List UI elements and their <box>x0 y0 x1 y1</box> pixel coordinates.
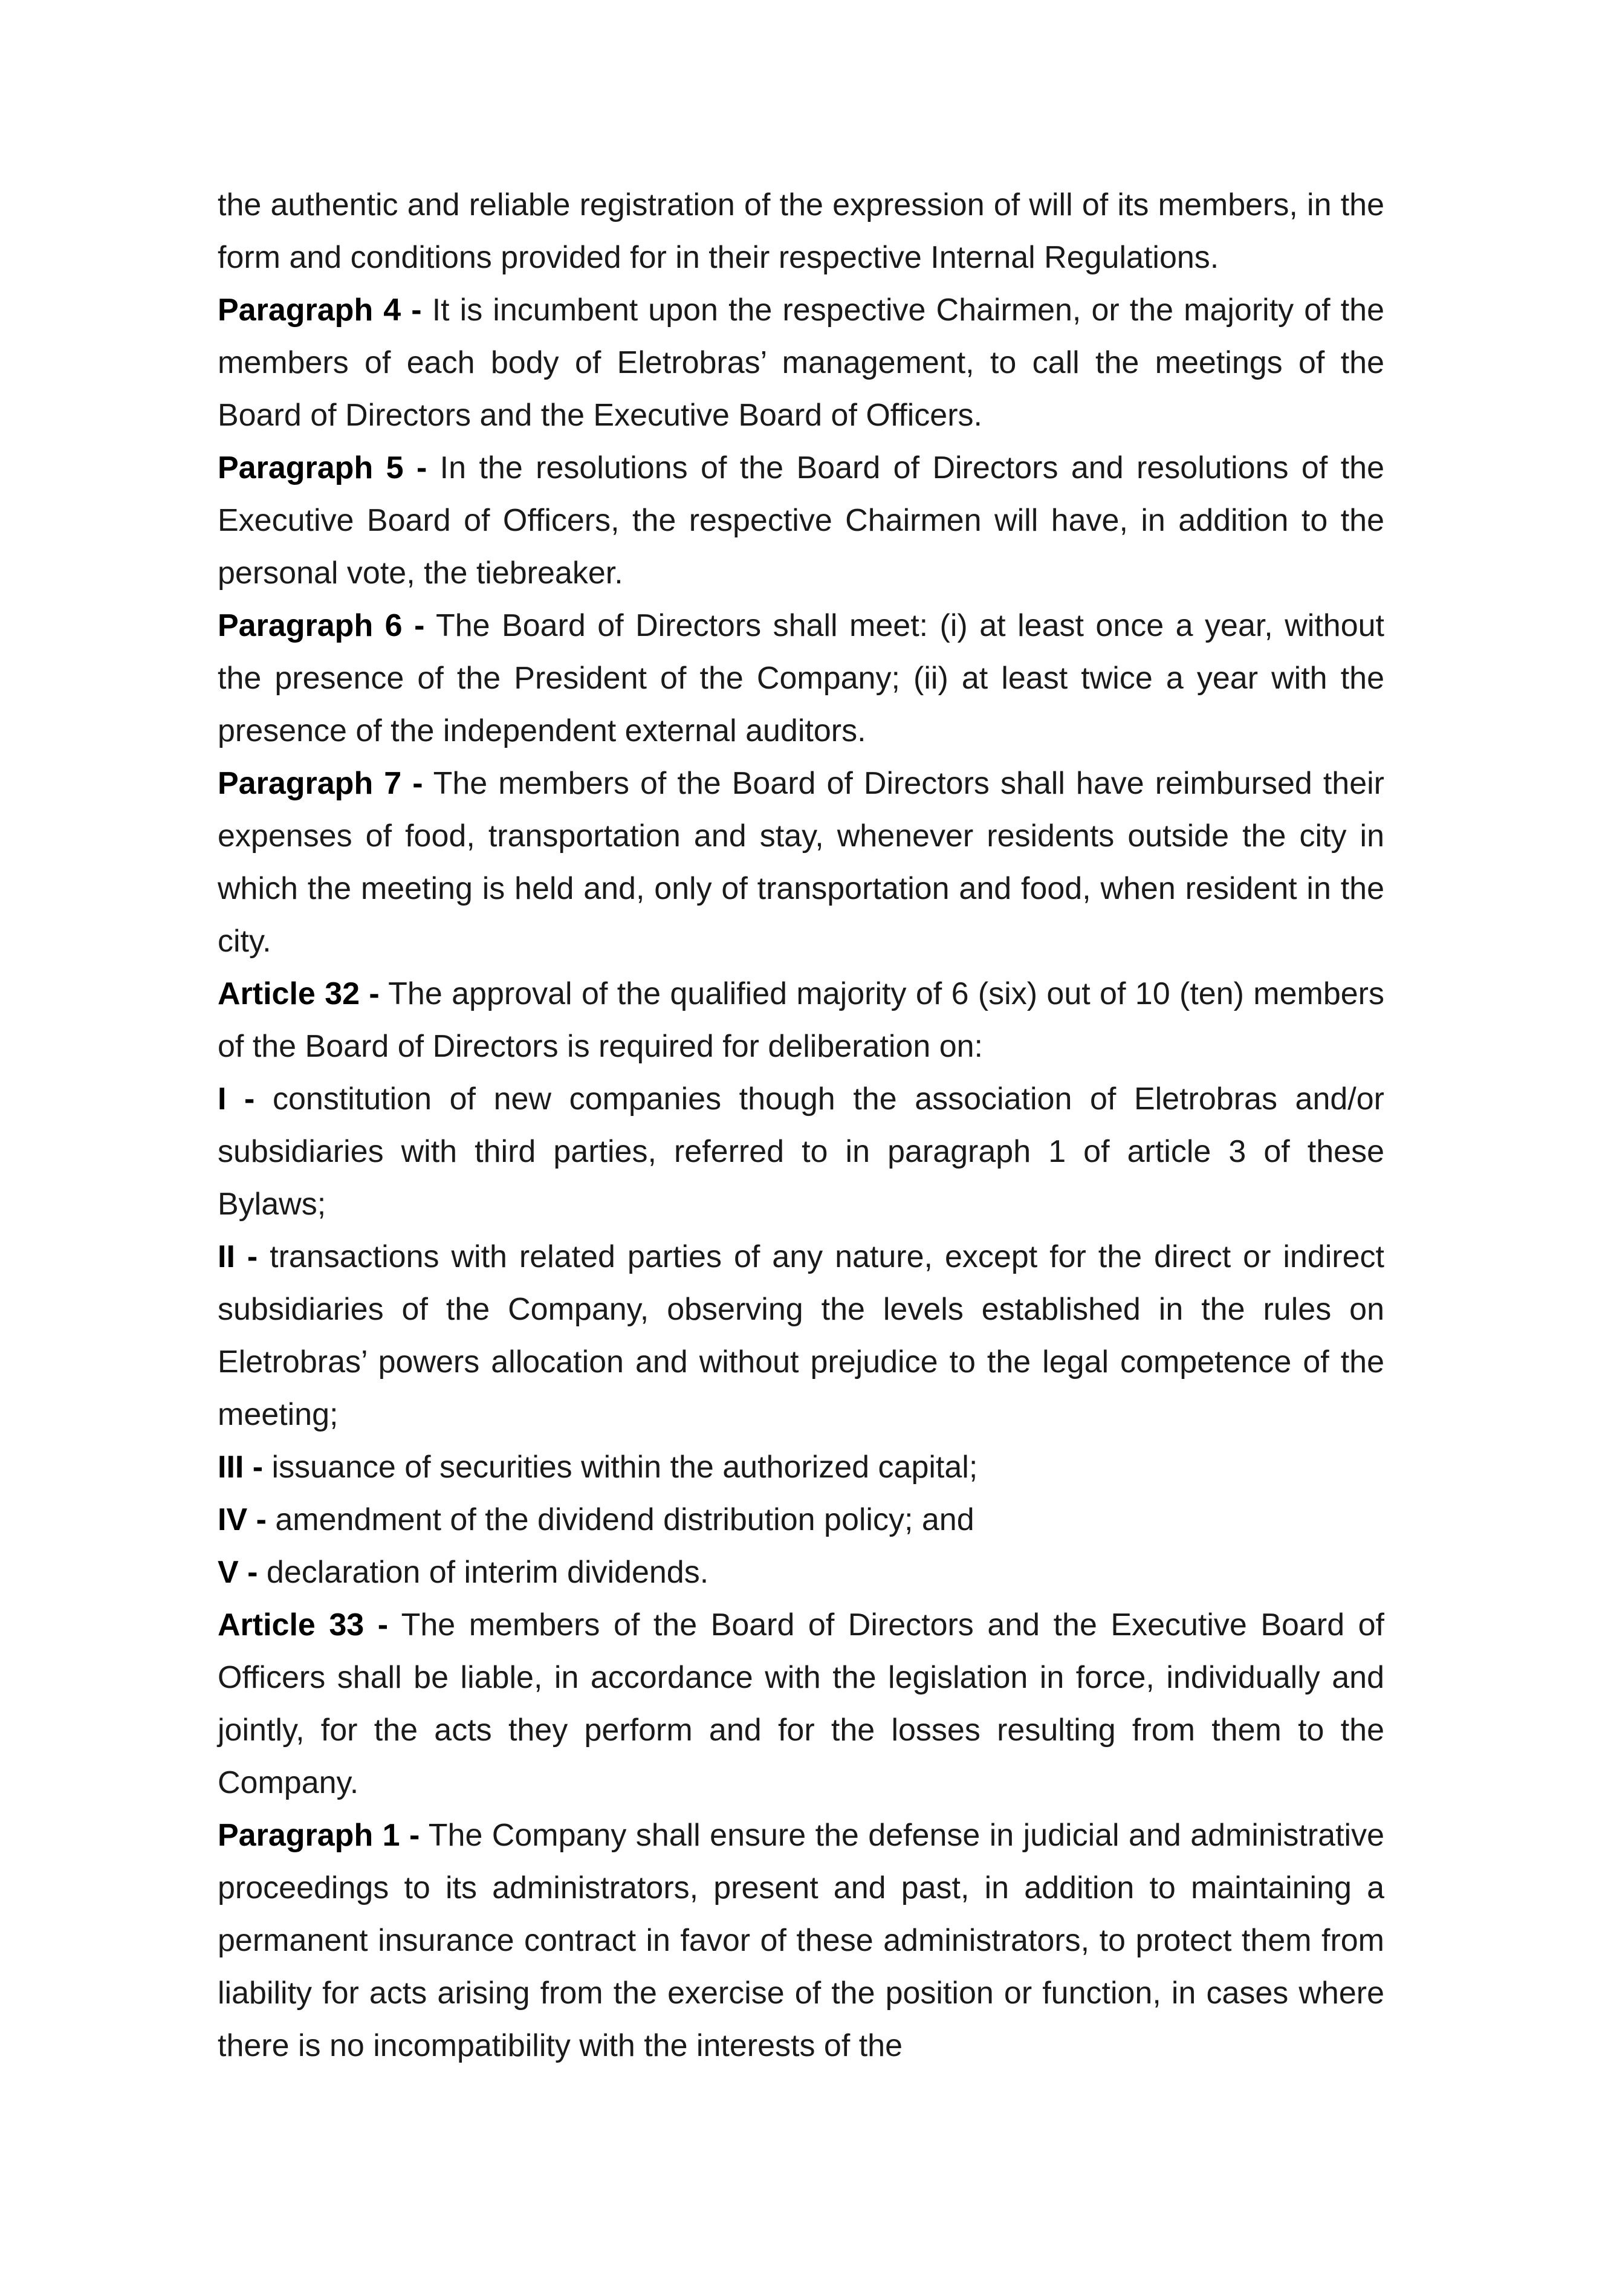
paragraph-text: The Company shall ensure the defense in judicial and administrative proceedings to its administrators, present and past, in addition to maintaining a permanent insurance contract in favor of these administrators, to protect them from liability for acts arising from the exercise of the position or function, in cases where there is no incompatibility with the interests of the <box>218 1818 1384 2063</box>
item-v <box>218 1546 1384 1599</box>
item-iii <box>218 1441 1384 1494</box>
paragraph-continuation <box>218 179 1384 284</box>
paragraph-6 <box>218 600 1384 757</box>
item-label: IV - <box>218 1502 267 1537</box>
item-label: I - <box>218 1082 255 1117</box>
item-ii <box>218 1231 1384 1441</box>
paragraph-1 <box>218 1809 1384 2072</box>
paragraph-text: the authentic and reliable registration of the expression of will of its members, in the form and conditions provided for in their respective Internal Regulations. <box>218 187 1384 275</box>
paragraph-7 <box>218 757 1384 968</box>
paragraph-label: Paragraph 5 - <box>218 450 427 485</box>
item-label: V - <box>218 1555 258 1590</box>
item-text: amendment of the dividend distribution policy; and <box>266 1502 974 1537</box>
item-text: declaration of interim dividends. <box>258 1555 709 1590</box>
paragraph-4 <box>218 284 1384 442</box>
article-32 <box>218 968 1384 1073</box>
paragraph-label: Paragraph 6 - <box>218 608 425 643</box>
item-text: constitution of new companies though the association of Eletrobras and/or subsidiaries with third parties, referred to in paragraph 1 of article 3 of these Bylaws; <box>218 1082 1384 1222</box>
item-label: II - <box>218 1239 258 1274</box>
article-label: Article 32 - <box>218 976 380 1011</box>
article-text: The approval of the qualified majority of 6 (six) out of 10 (ten) members of the Board of Directors is required for deliberation on: <box>218 976 1385 1064</box>
item-label: III - <box>218 1450 264 1485</box>
paragraph-text: The members of the Board of Directors shall have reimbursed their expenses of food, transportation and stay, whenever residents outside the city in which the meeting is held and, only of transportation and food, when resident in the city. <box>218 766 1385 959</box>
paragraph-5 <box>218 442 1384 600</box>
paragraph-text: In the resolutions of the Board of Directors and resolutions of the Executive Board of Officers, the respective Chairmen will have, in addition to the personal vote, the tiebreaker. <box>218 450 1384 591</box>
paragraph-text: It is incumbent upon the respective Chairmen, or the majority of the members of each body of Eletrobras’ management, to call the meetings of the Board of Directors and the Executive Board of Officers. <box>218 293 1384 433</box>
item-text: transactions with related parties of any nature, except for the direct or indirect subsidiaries of the Company, observing the levels established in the rules on Eletrobras’ powers allocation and without prejudice to the legal competence of the meeting; <box>218 1239 1384 1432</box>
paragraph-text: The Board of Directors shall meet: (i) at least once a year, without the presence of the President of the Company; (ii) at least twice a year with the presence of the independent external auditors. <box>218 608 1384 748</box>
paragraph-label: Paragraph 1 - <box>218 1818 420 1853</box>
article-label: Article 33 - <box>218 1607 389 1643</box>
article-text: The members of the Board of Directors and the Executive Board of Officers shall be liable, in accordance with the legislation in force, individually and jointly, for the acts they perform and for the losses resulting from them to the Company. <box>218 1607 1384 1800</box>
article-33 <box>218 1599 1384 1809</box>
body-text <box>218 179 1384 2072</box>
item-iv <box>218 1494 1384 1546</box>
paragraph-label: Paragraph 7 - <box>218 766 423 801</box>
item-i <box>218 1073 1384 1231</box>
item-text: issuance of securities within the authorized capital; <box>263 1450 978 1485</box>
paragraph-label: Paragraph 4 - <box>218 293 422 328</box>
